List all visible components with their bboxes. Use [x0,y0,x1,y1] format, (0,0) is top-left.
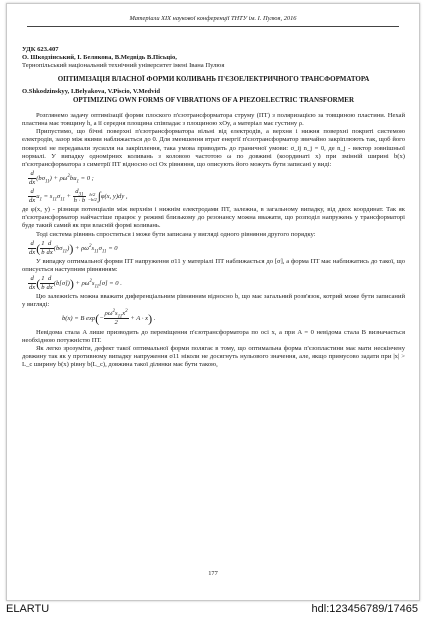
handle-link[interactable]: hdl:123456789/17465 [311,603,418,615]
paragraph-1: Розглянемо задачу оптимізації форми плоского п'єзотрансформатора струму (ПТ) з поляризацією за товщиною пластини. Нехай пластина має товщину h, а її середня площина співпадає з площиною xOy, а матеріал має густину ρ. [22,112,405,128]
running-header: Матеріали XIX наукової конференції ТНТУ ім. І. Пулюя, 2016 [129,15,297,22]
paragraph-7: Невідома стала A лише призводить до переміщення п'єзотрансформатора по осі x, а при A = 0 невідома стала B визначається необхідною потужністю ПТ. [22,328,405,344]
authors-en: O.Shkodzinskyy, I.Belyakova, V.Piscio, V.Medvid [22,87,161,95]
repository-name[interactable]: ELARTU [6,603,50,615]
equation-4: $\frac{d}{dx}$ ( $\frac{1}{b}$ $\frac{d}{dx}$ $(b[\sigma])) + \rho\omega^2s_{11}[\sigma] = 0$ . [29,274,122,292]
paragraph-6: Цю залежність можна вважати диференціальним рівнянням відносно b, що має загальний розв'язок, котрий може бути записаний у вигляді: [22,293,405,309]
affiliation-ua: Тернопільський національний технічний університет імені Івана Пулюя [22,62,225,70]
repository-footer [0,601,424,620]
authors-ua: О. Шкодзінський, І. Белякова, В.Медвідь В.Пісьціо, [22,54,177,62]
paragraph-5: У випадку оптимальної форми ПТ напруження σ11 у матеріалі ПТ наближається до [σ], а форма ПТ має наближатись до такої, що описується наступним рівнянням: [22,257,405,273]
document-page [6,3,420,601]
equation-5: b(x) = B exp(− $\frac{\rho\omega^2s_{11}x^2}{2}$ + A · x) . [62,309,156,327]
paragraph-2: Припустимо, що бічні поверхні п'єзотрансформатора вільні від електродів, а верхня і нижня поверхні покриті системою електродів, зазор між якими наближається до 0. Для зменшення втрат енергії п'єзотрансформатор звичайно закріплюють так, щоб його поверхні не передавали зусилля на закріплення, така умова приводить до граничної умови: σ_ij n_j = 0, де n_j - вектор зовнішньої нормалі. У випадку одномірних коливань з коловою частотою ω по довжині (координаті x) при змінній ширині b(x) п'єзотрансформатора з симетрії ПТ відносно осі Ox рівняння, що описують його можуть бути записані у виді: [22,128,405,168]
udk-code: УДК 623.407 [22,46,59,53]
header-rule [27,26,399,27]
title-ua: ОПТИМІЗАЦІЯ ВЛАСНОЇ ФОРМИ КОЛИВАНЬ П'ЄЗОЕЛЕКТРИЧНОГО ТРАНСФОРМАТОРА [57,75,370,84]
equation-3: $\frac{d}{dx}$ ( $\frac{1}{b}$ $\frac{d}{dx}$ $(b\sigma_{11})) + \rho\omega^2s_{11}\sigma_{11} = 0$ [29,239,118,256]
equation-1: $\frac{d}{dx}$ $(b\sigma_{11}) + \rho\omega^2bu_1 = 0$ ; [29,169,94,186]
equation-2: $\frac{d}{dx}$ $u_1 = s_{11}\sigma_{11}$ + $\frac{d_{31}}{h \cdot b}$ b/2 −b/2∫φ(x, y)dy , [29,188,128,205]
title-en: OPTIMIZING OWN FORMS OF VIBRATIONS OF A PIEZOELECTRIC TRANSFORMER [72,95,355,104]
page-number: 177 [208,570,218,577]
paragraph-3: де φ(x, y) - різниця потенціалів між верхнім і нижнім електродами ПТ, залежна, в загальному випадку, від двох координат. Так як п'єзотрансформатор найчастіше працює у режимі близькому до резонансу можна вважати, що розподіл напружень у трансформаторі буде такий самий як при власній формі коливань. [22,206,405,230]
paragraph-4: Тоді система рівнянь спроститься і може бути записана у вигляді одного рівняння другого порядку: [36,230,316,238]
article-body [22,46,405,369]
paragraph-8: Як легко зрозуміти, дефект такої оптимальної форми полягає в тому, що оптимальна форма п'єзопластини має мати нескінчену довжину так як у противному випадку напруження σ11 ніколи не досягнуть нульового значення, але, якщо примусово задати при |x| > L_c ширину b(x) рівну b(L_c), довжина такої ділянки має бути такою, [22,344,405,368]
